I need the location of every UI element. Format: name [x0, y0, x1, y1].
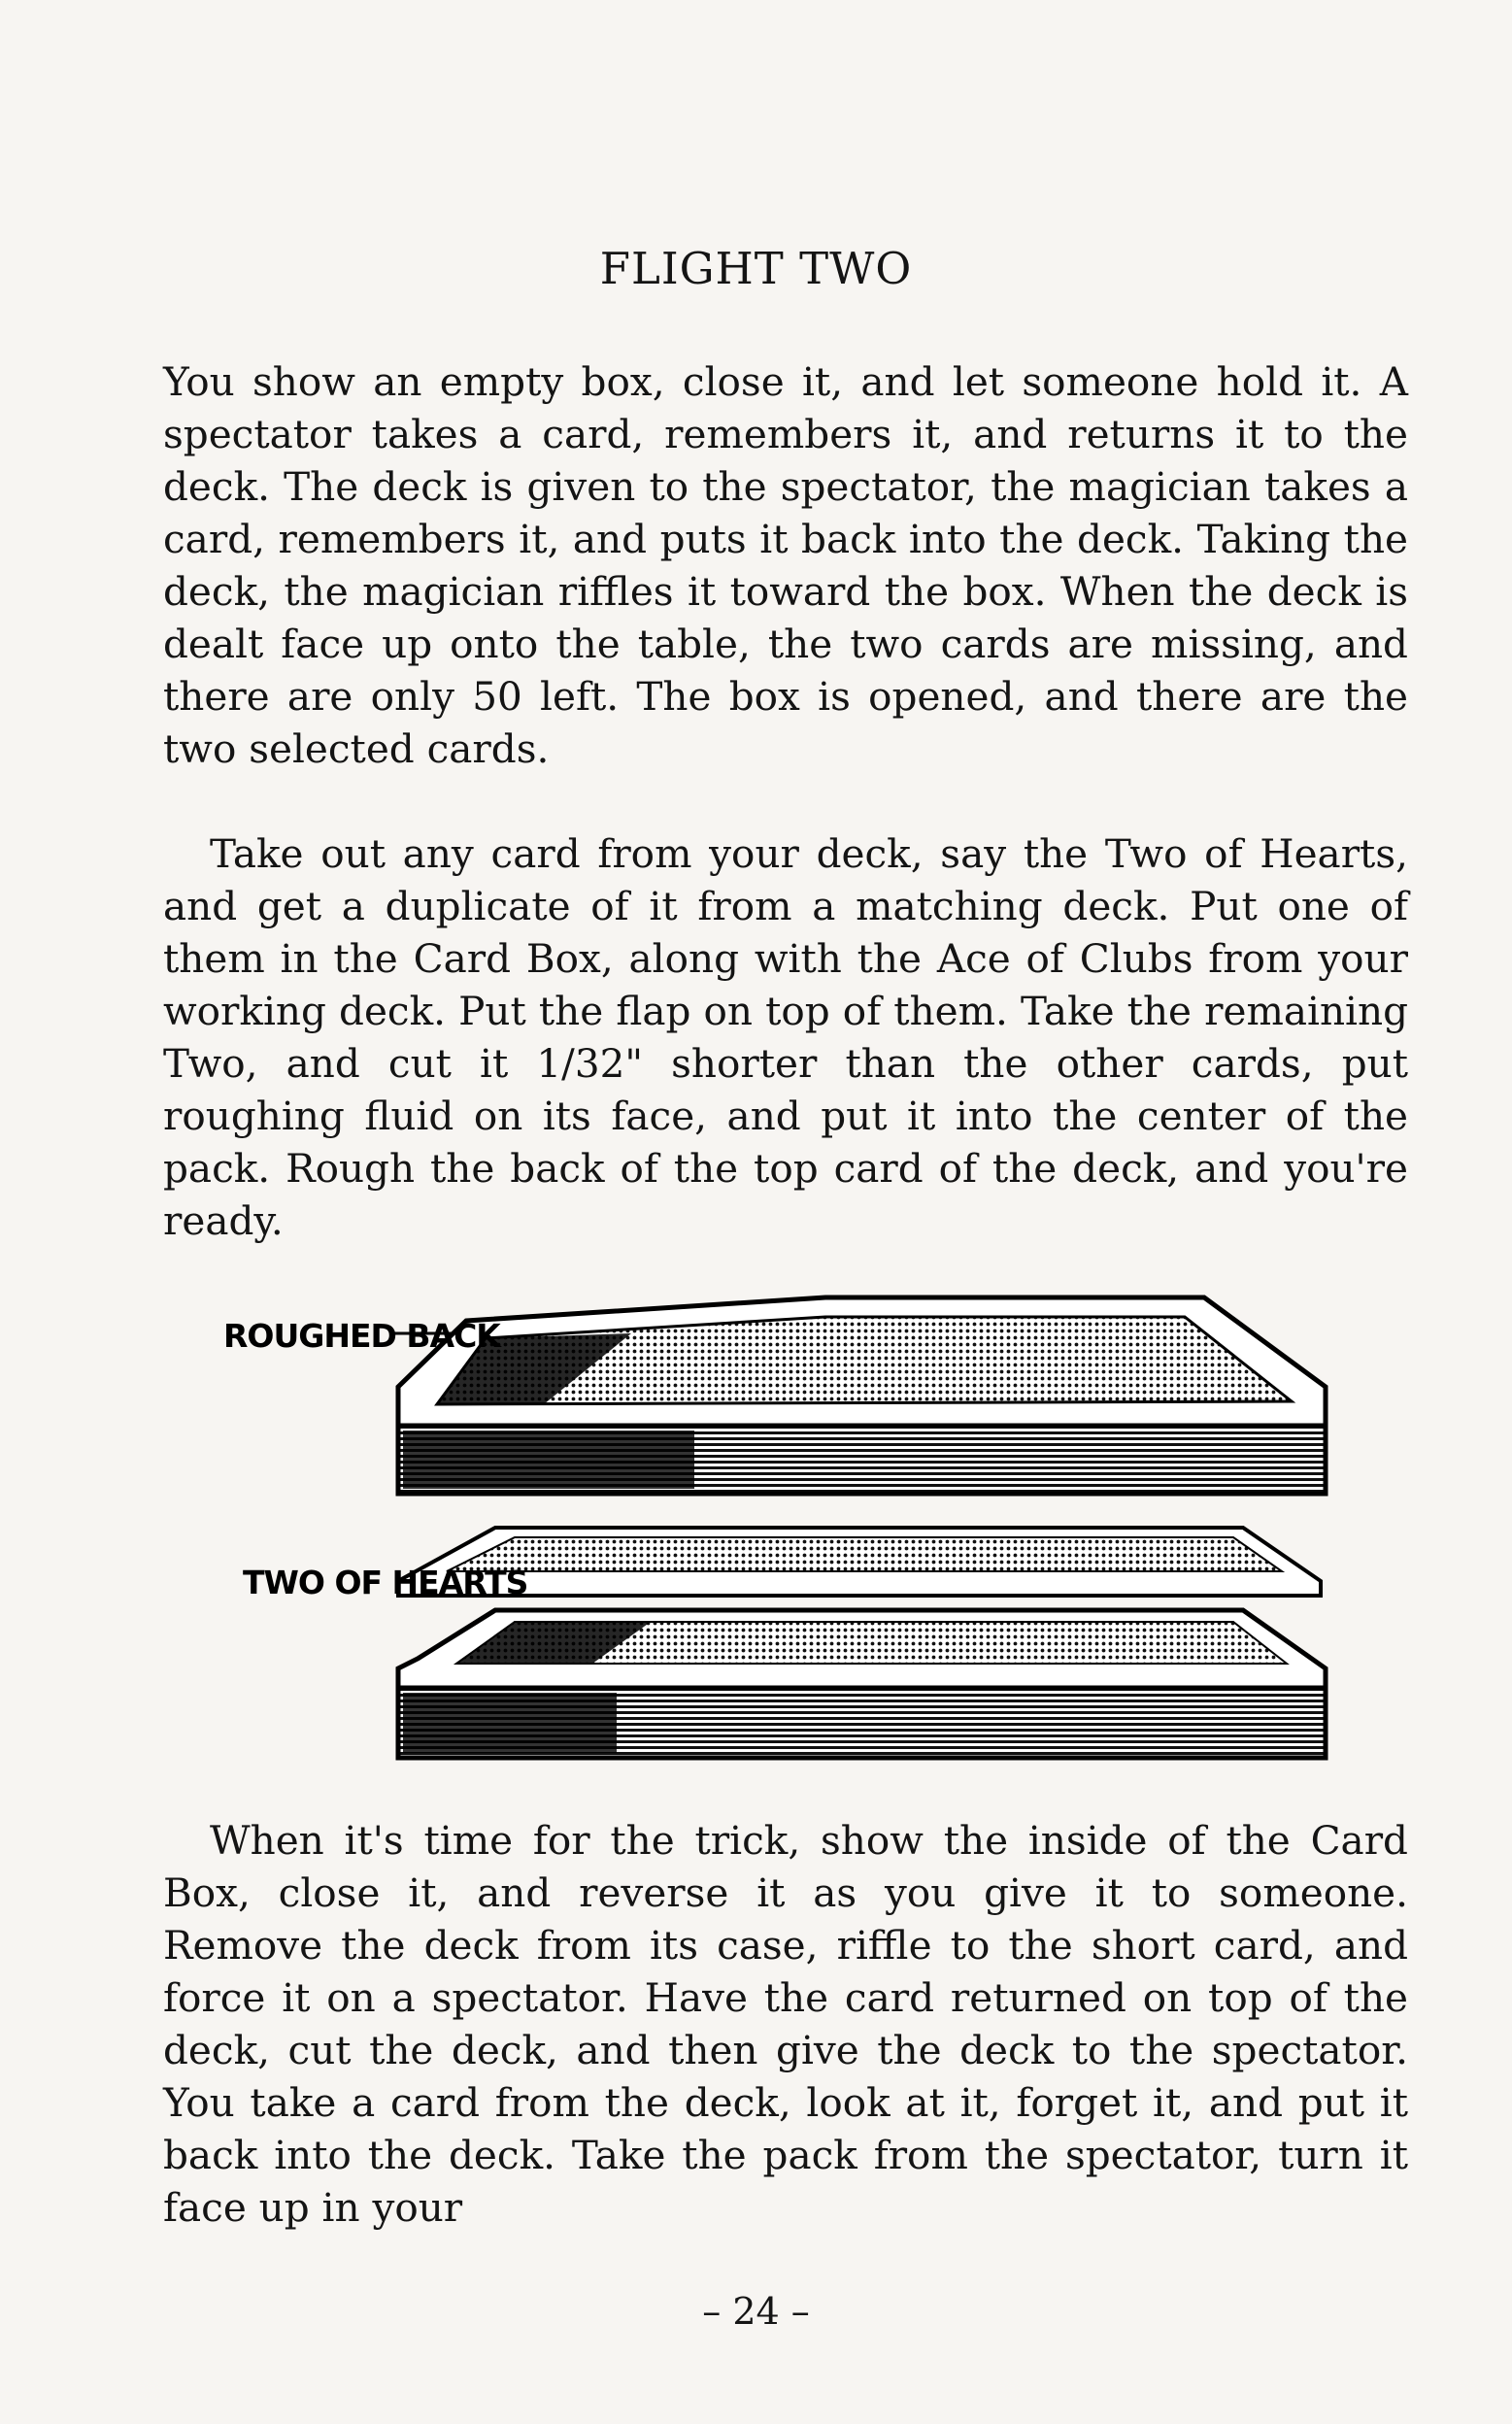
- top-half-deck: [398, 1297, 1326, 1494]
- paragraph-setup: Take out any card from your deck, say the Two of Hearts, and get a duplicate of it from a matching deck. Put one of them in the Card Box, along with the Ace of Clubs from your working deck. Put the flap on top of them. Take the remaining Two, and cut it 1/32" shorter than the other cards, put roughing fluid on its face, and put it into the center of the pack. Rough the back of the top card of the deck, and you're ready.: [163, 830, 1408, 1244]
- bottom-half-deck: [398, 1610, 1326, 1758]
- paragraph-performance: When it's time for the trick, show the inside of the Card Box, close it, and reverse it as you give it to someone. Remove the deck from its case, riffle to the short card, and force it on a spectator. Have the card returned on top of the deck, cut the deck, and then give the deck to the spectator. You take a card from the deck, look at it, forget it, and put it back into the deck. Take the pack from the spectator, turn it face up in your: [163, 1817, 1408, 2231]
- page-number: – 24 –: [702, 2290, 810, 2333]
- paragraph-effect: You show an empty box, close it, and let someone hold it. A spectator takes a card, remembers it, and returns it to the deck. The deck is given to the spectator, the magician takes a card, remembers it, and puts it back into the deck. Taking the deck, the magician riffles it toward the box. When the deck is dealt face up onto the table, the two cards are missing, and there are only 50 left. The box is opened, and there are the two selected cards.: [163, 358, 1408, 772]
- roughed-back-label: ROUGHED BACK: [223, 1317, 500, 1355]
- two-of-hearts-card: [398, 1528, 1321, 1596]
- section-title: FLIGHT TWO: [599, 243, 913, 294]
- two-of-hearts-label: TWO OF HEARTS: [243, 1564, 528, 1601]
